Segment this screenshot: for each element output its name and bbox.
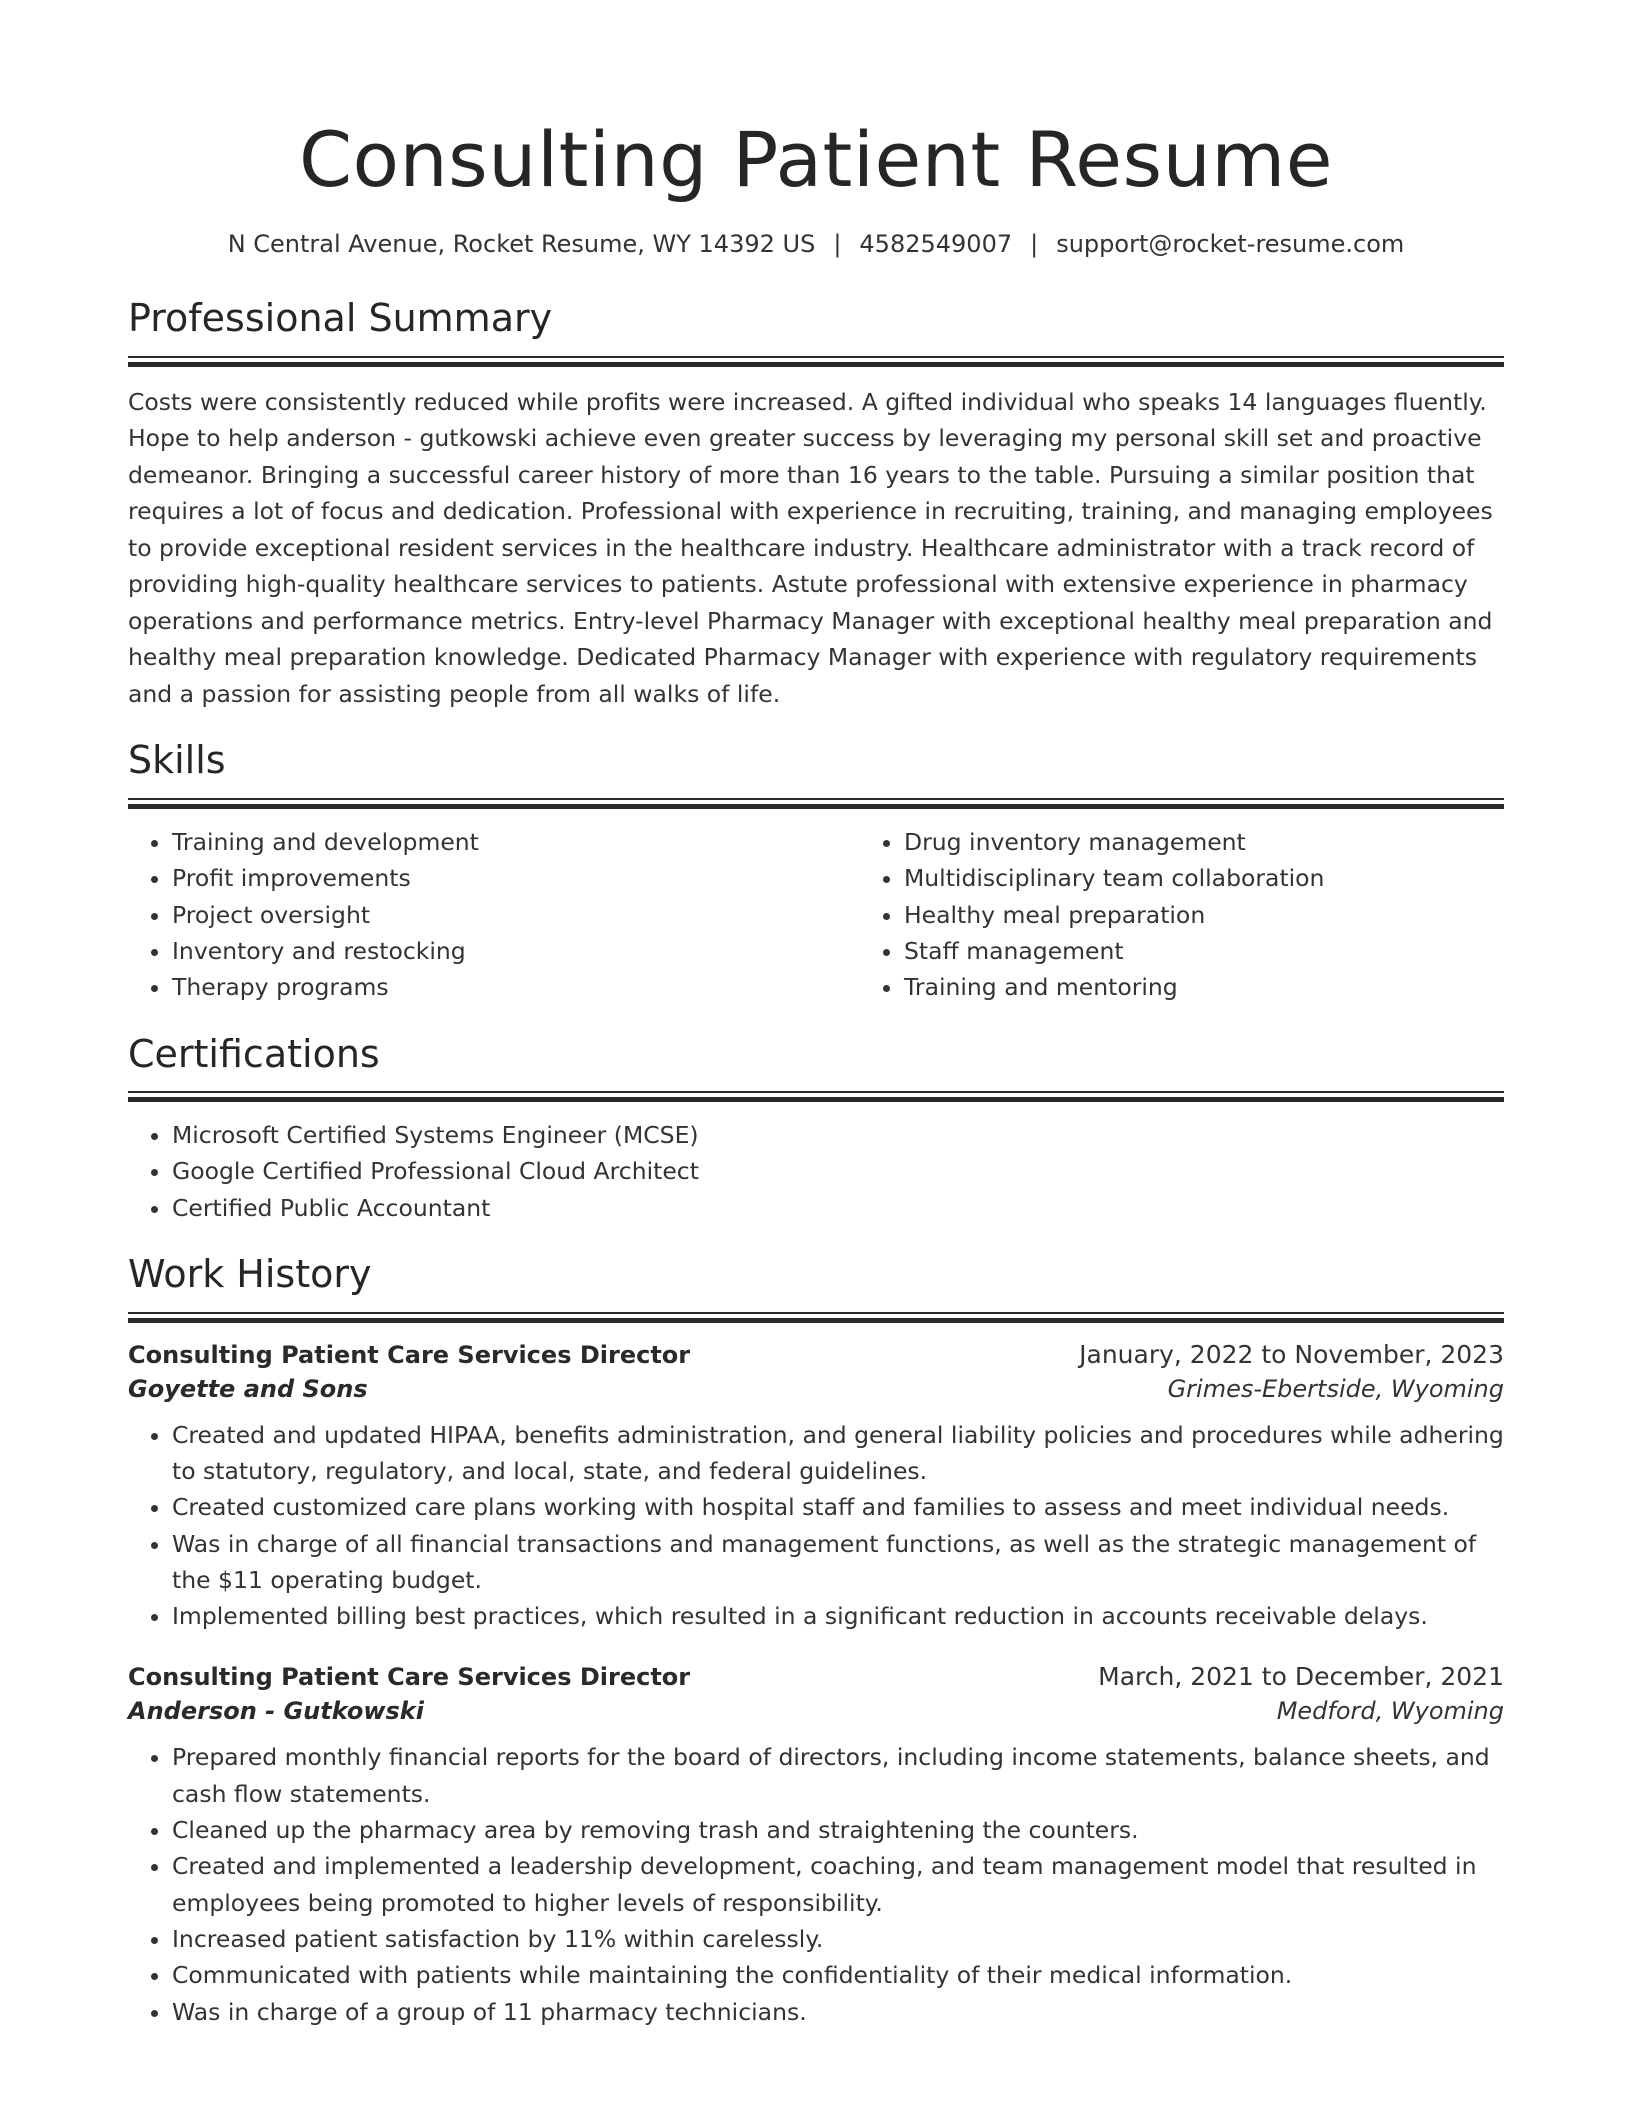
job-bullet: • Implemented billing best practices, which resulted in a significant reduction in accounts receivable delays.	[172, 1598, 1504, 1634]
skill-item: • Project oversight	[172, 897, 860, 933]
section-divider	[128, 1312, 1504, 1324]
section-divider	[128, 798, 1504, 810]
job-location: Medford, Wyoming	[1276, 1697, 1504, 1726]
contact-address: N Central Avenue, Rocket Resume, WY 14392 US	[227, 229, 816, 258]
job-bullet: • Increased patient satisfaction by 11% within carelessly.	[172, 1921, 1504, 1957]
job-bullets	[128, 1739, 1504, 2029]
job-dates: January, 2022 to November, 2023	[1079, 1339, 1504, 1369]
job-bullet: • Communicated with patients while maintaining the confidentiality of their medical information.	[172, 1957, 1504, 1993]
job-bullet: • Created and updated HIPAA, benefits administration, and general liability policies and procedures while adhering to statutory, regulatory, and local, state, and federal guidelines.	[172, 1417, 1504, 1490]
job-company: Goyette and Sons	[128, 1374, 368, 1403]
job-title: Consulting Patient Care Services Director	[128, 1663, 691, 1692]
section-title-skills: Skills	[128, 738, 226, 783]
certifications-list	[128, 1117, 1504, 1226]
section-title-work-history: Work History	[128, 1252, 372, 1297]
certifications-section	[128, 1032, 1504, 1226]
skill-item: • Training and mentoring	[904, 969, 1592, 1005]
job-bullet: • Was in charge of all financial transactions and management functions, as well as the strategic management of the $11 operating budget.	[172, 1526, 1504, 1599]
work-history-section	[128, 1252, 1504, 2030]
contact-email: support@rocket-resume.com	[1056, 229, 1405, 258]
skills-grid	[128, 824, 1504, 1005]
skill-item: • Staff management	[904, 933, 1592, 969]
job-entry	[128, 1340, 1504, 1635]
job-bullets	[128, 1417, 1504, 1635]
job-header	[128, 1662, 1504, 1691]
job-bullet: • Was in charge of a group of 11 pharmacy technicians.	[172, 1994, 1504, 2030]
contact-separator: |	[1030, 229, 1039, 258]
contact-separator: |	[833, 229, 842, 258]
job-bullet: • Created customized care plans working with hospital staff and families to assess and meet individual needs.	[172, 1489, 1504, 1525]
skill-item: • Training and development	[172, 824, 860, 860]
job-dates: March, 2021 to December, 2021	[1098, 1662, 1504, 1692]
job-subheader	[128, 1375, 1504, 1403]
job-entry	[128, 1662, 1504, 2029]
certification-item: • Google Certified Professional Cloud Architect	[172, 1153, 1504, 1189]
job-header	[128, 1340, 1504, 1369]
job-bullet: • Cleaned up the pharmacy area by removing trash and straightening the counters.	[172, 1812, 1504, 1848]
certification-item: • Microsoft Certified Systems Engineer (MCSE)	[172, 1117, 1504, 1153]
skill-item: • Multidisciplinary team collaboration	[904, 860, 1592, 896]
summary-text: Costs were consistently reduced while profits were increased. A gifted individual who speaks 14 languages fluently. Hope to help anderson - gutkowski achieve even greater success by leveraging my personal skill set and proactive demeanor. Bringing a successful career history of more than 16 years to the table. Pursuing a similar position that requires a lot of focus and dedication. Professional with experience in recruiting, training, and managing employees to provide exceptional resident services in the healthcare industry. Healthcare administrator with a track record of providing high-quality healthcare services to patients. Astute professional with extensive experience in pharmacy operations and performance metrics. Entry-level Pharmacy Manager with exceptional healthy meal preparation and healthy meal preparation knowledge. Dedicated Pharmacy Manager with experience with regulatory requirements and a passion for assisting people from all walks of life.	[128, 387, 1493, 708]
summary-section	[128, 296, 1504, 712]
skill-item: • Profit improvements	[172, 860, 860, 896]
skill-item: • Inventory and restocking	[172, 933, 860, 969]
job-location: Grimes-Ebertside, Wyoming	[1167, 1374, 1504, 1403]
section-divider	[128, 356, 1504, 368]
skill-item: • Drug inventory management	[904, 824, 1592, 860]
skills-list-left	[128, 824, 860, 1005]
contact-phone: 4582549007	[859, 229, 1013, 258]
skills-list-right	[860, 824, 1592, 1005]
contact-line	[128, 230, 1504, 259]
skills-section	[128, 738, 1504, 1005]
job-title: Consulting Patient Care Services Director	[128, 1340, 691, 1369]
section-title-certifications: Certifications	[128, 1031, 380, 1076]
skill-item: • Therapy programs	[172, 969, 860, 1005]
job-subheader	[128, 1697, 1504, 1725]
job-company: Anderson - Gutkowski	[128, 1697, 424, 1726]
resume-name: Consulting Patient Resume	[298, 115, 1334, 204]
job-bullet: • Created and implemented a leadership development, coaching, and team management model that resulted in employees being promoted to higher levels of responsibility.	[172, 1848, 1504, 1921]
job-bullet: • Prepared monthly financial reports for the board of directors, including income statements, balance sheets, and cash flow statements.	[172, 1739, 1504, 1812]
section-title-summary: Professional Summary	[128, 296, 553, 341]
skill-item: • Healthy meal preparation	[904, 897, 1592, 933]
section-divider	[128, 1091, 1504, 1103]
certification-item: • Certified Public Accountant	[172, 1190, 1504, 1226]
